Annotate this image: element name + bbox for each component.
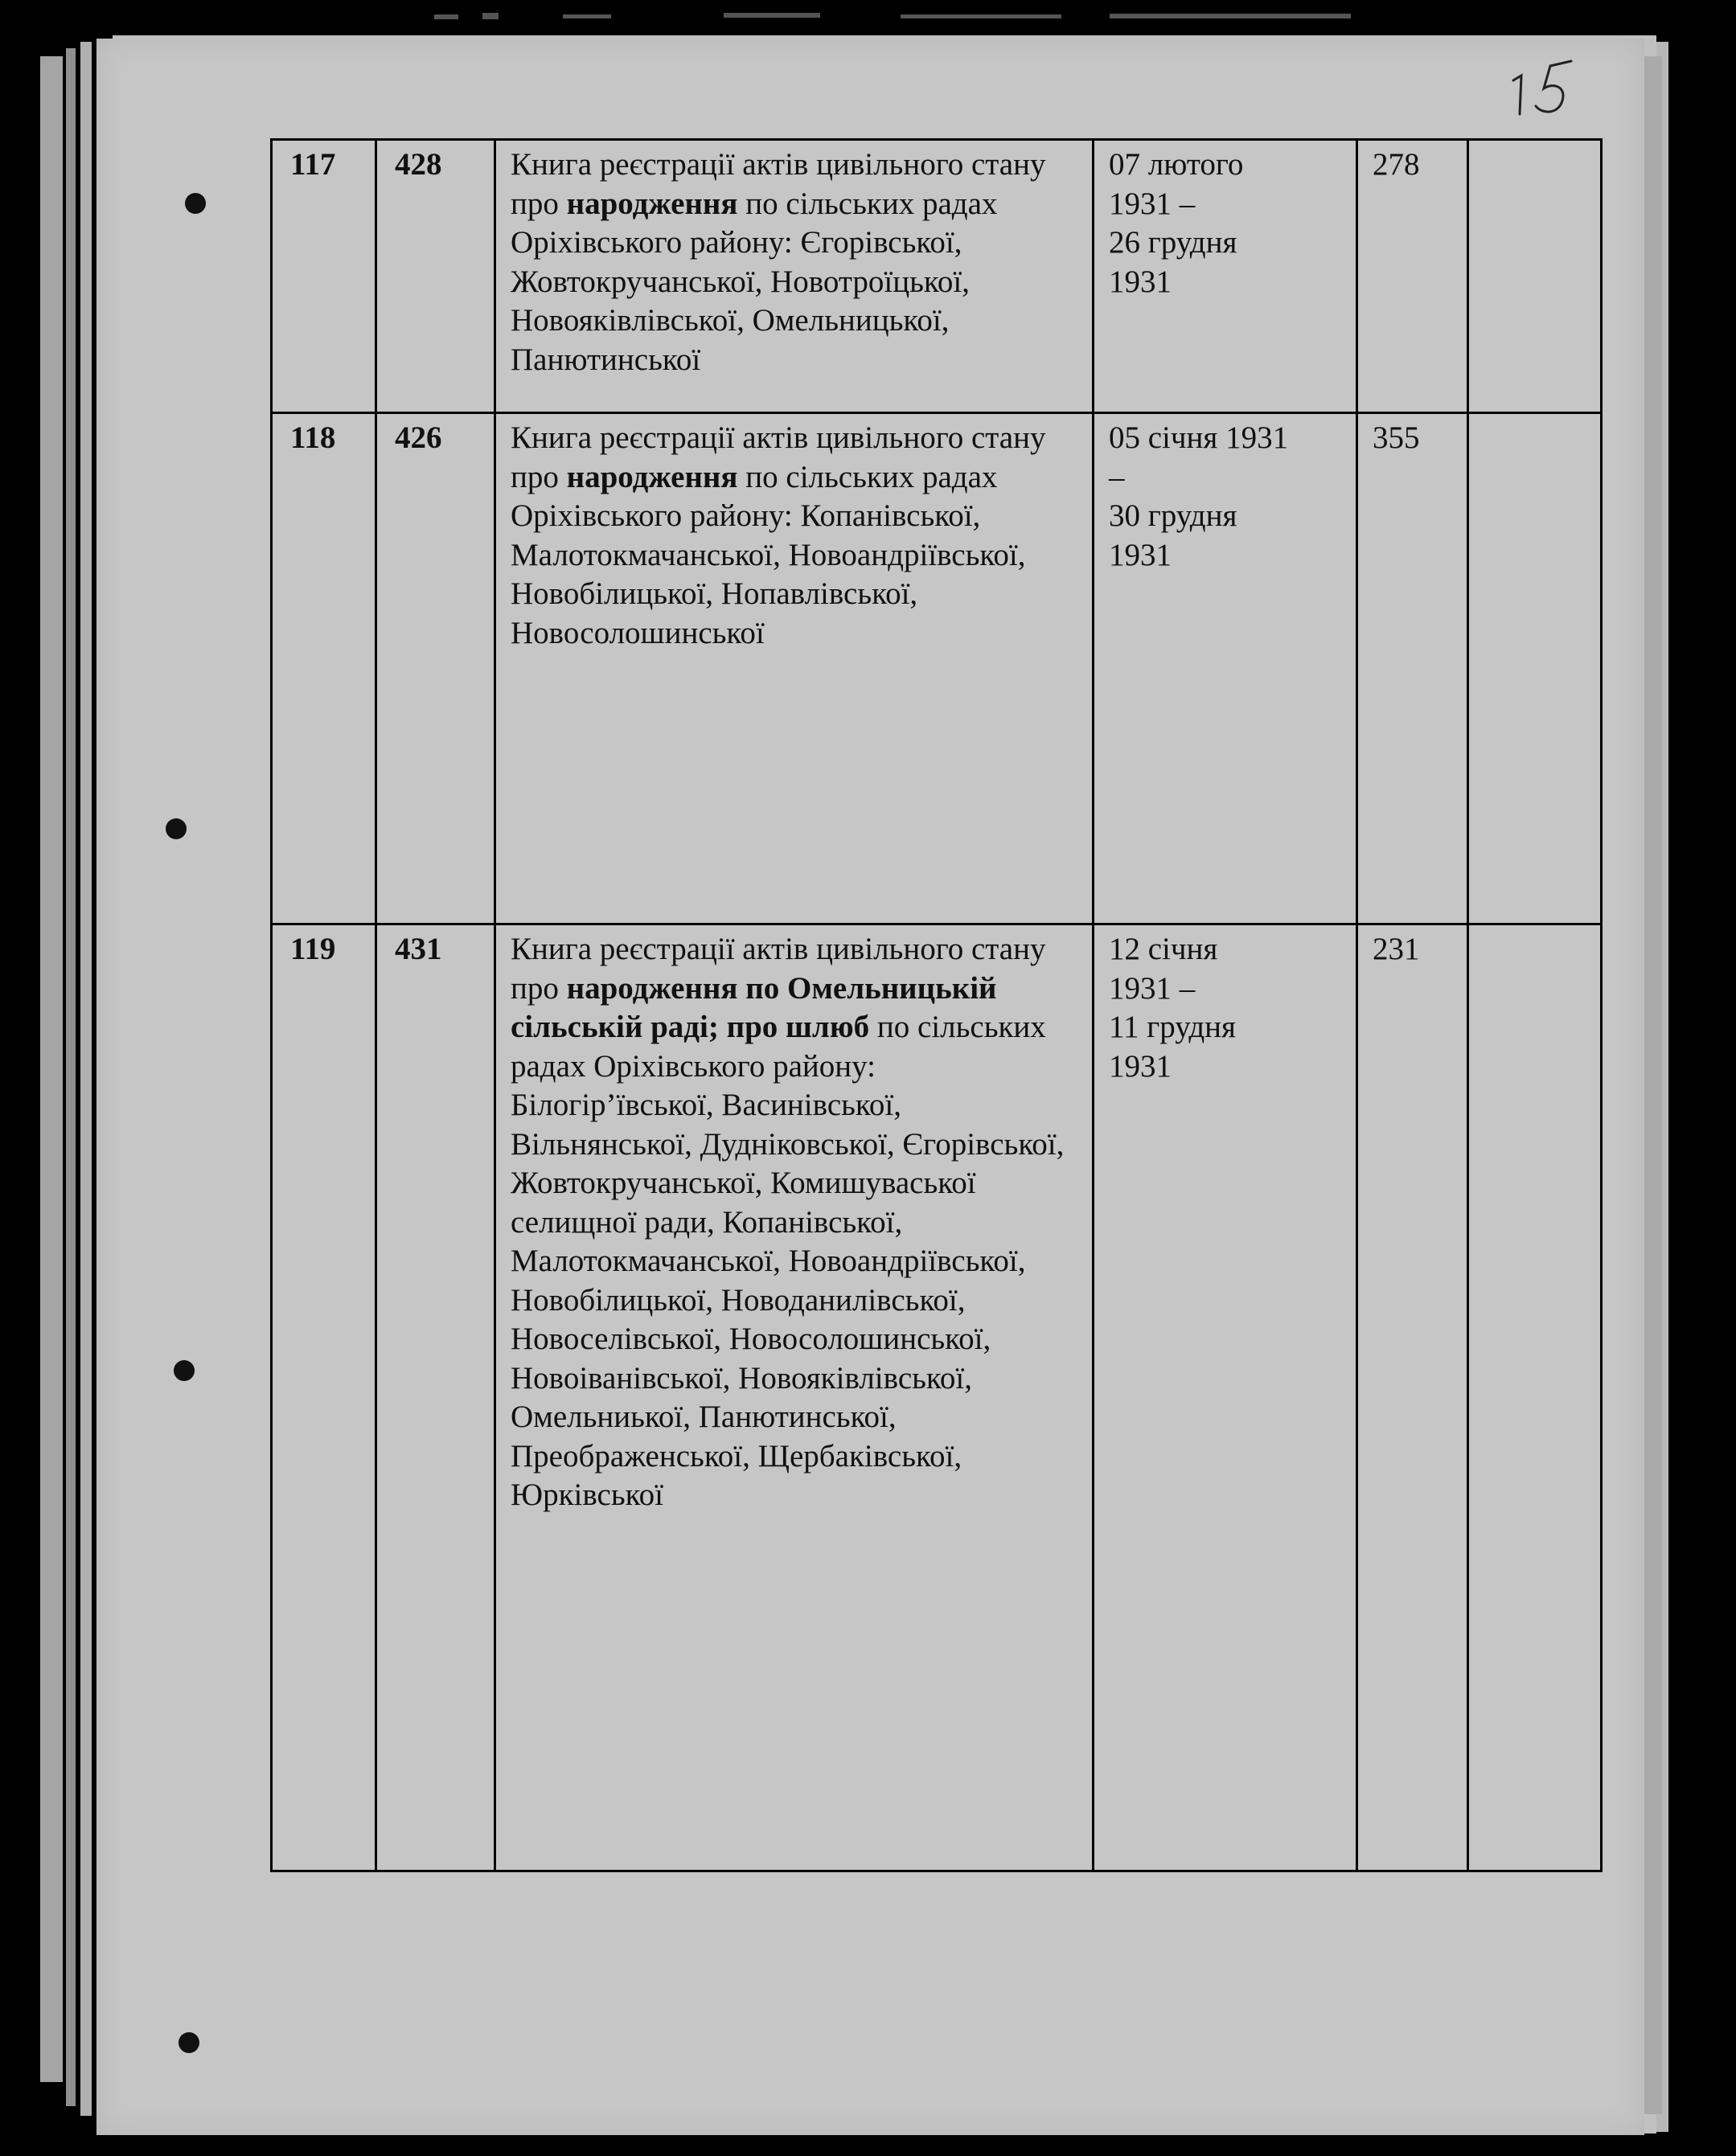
- file-title: [495, 140, 1094, 413]
- title-text-bold: народження: [566, 186, 738, 221]
- date-line: –: [1109, 459, 1125, 494]
- table-row: [272, 140, 1602, 413]
- page-edge-left-light: [80, 42, 92, 2116]
- date-line: 1931: [1109, 1048, 1172, 1084]
- title-text-bold: народження: [566, 459, 738, 494]
- date-line: 26 грудня: [1109, 225, 1237, 260]
- binder-hole: [179, 2032, 199, 2053]
- file-title: [495, 924, 1094, 1871]
- date-line: 07 лютого: [1109, 147, 1244, 182]
- row-number: 119: [272, 924, 376, 1871]
- file-title: [495, 413, 1094, 924]
- title-text: Книга реєстрації актів цивільного стану про: [511, 932, 1046, 1006]
- date-line: 30 грудня: [1109, 498, 1237, 533]
- notes-cell: [1468, 924, 1602, 1871]
- date-line: 1931 –: [1109, 186, 1196, 221]
- table-row: [272, 924, 1602, 1871]
- page-edge-right: [1644, 56, 1662, 2114]
- title-text: Книга реєстрації актів цивільного стану про: [511, 147, 1046, 221]
- title-text: Книга реєстрації актів цивільного стану про: [511, 420, 1046, 494]
- page-count: 355: [1357, 413, 1468, 924]
- page-count: 278: [1357, 140, 1468, 413]
- date-line: 11 грудня: [1109, 1010, 1236, 1044]
- date-range: [1094, 413, 1357, 924]
- binder-hole: [185, 193, 206, 214]
- register-table: [270, 138, 1603, 1872]
- page-count: 231: [1357, 924, 1468, 1871]
- table-row: [272, 413, 1602, 924]
- top-edge-marks: [0, 0, 1736, 32]
- row-number: 118: [272, 413, 376, 924]
- date-line: 1931: [1109, 264, 1172, 299]
- date-line: 12 січня: [1109, 932, 1218, 966]
- title-text: по сільських радах Оріхівського району: Білогір’ївської, Васинівської, Вільнянської, Дудніковської, Єгорівської, Жовтокручанської, Комишуваської селищної ради, Копанівської, Малотокмачанської, Новоандріївської, Новобілицької, Новоданилівської, Новоселівської, Новосолошинської, Новоіванівської, Новояківлівської, Омельниької, Панютинської, Преображенської, Щербаківської, Юрківської: [511, 1010, 1065, 1512]
- title-text: по сільських радах Оріхівського району: Єгорівської, Жовтокручанської, Новотроїцької, Новояківлівської, Омельницької, Панютинської: [511, 186, 998, 377]
- binder-hole: [166, 818, 187, 839]
- file-number: 431: [376, 924, 495, 1871]
- date-range: [1094, 140, 1357, 413]
- date-line: 1931 –: [1109, 970, 1196, 1006]
- binder-hole: [174, 1360, 195, 1381]
- file-number: 428: [376, 140, 495, 413]
- page-edge-left: [40, 56, 63, 2082]
- page-edge-left-dark: [66, 48, 76, 2106]
- notes-cell: [1468, 140, 1602, 413]
- handwritten-folio-number: [1504, 56, 1576, 129]
- notes-cell: [1468, 413, 1602, 924]
- title-text: по сільських радах Оріхівського району: Копанівської, Малотокмачанської, Новоандріївської, Новобілицької, Нопавлівської, Новосолошинської: [511, 459, 1026, 650]
- file-number: 426: [376, 413, 495, 924]
- title-text-bold: народження по Омельницькій сільській раді; про шлюб: [511, 970, 997, 1044]
- date-line: 05 січня 1931: [1109, 420, 1289, 455]
- date-line: 1931: [1109, 537, 1172, 572]
- row-number: 117: [272, 140, 376, 413]
- date-range: [1094, 924, 1357, 1871]
